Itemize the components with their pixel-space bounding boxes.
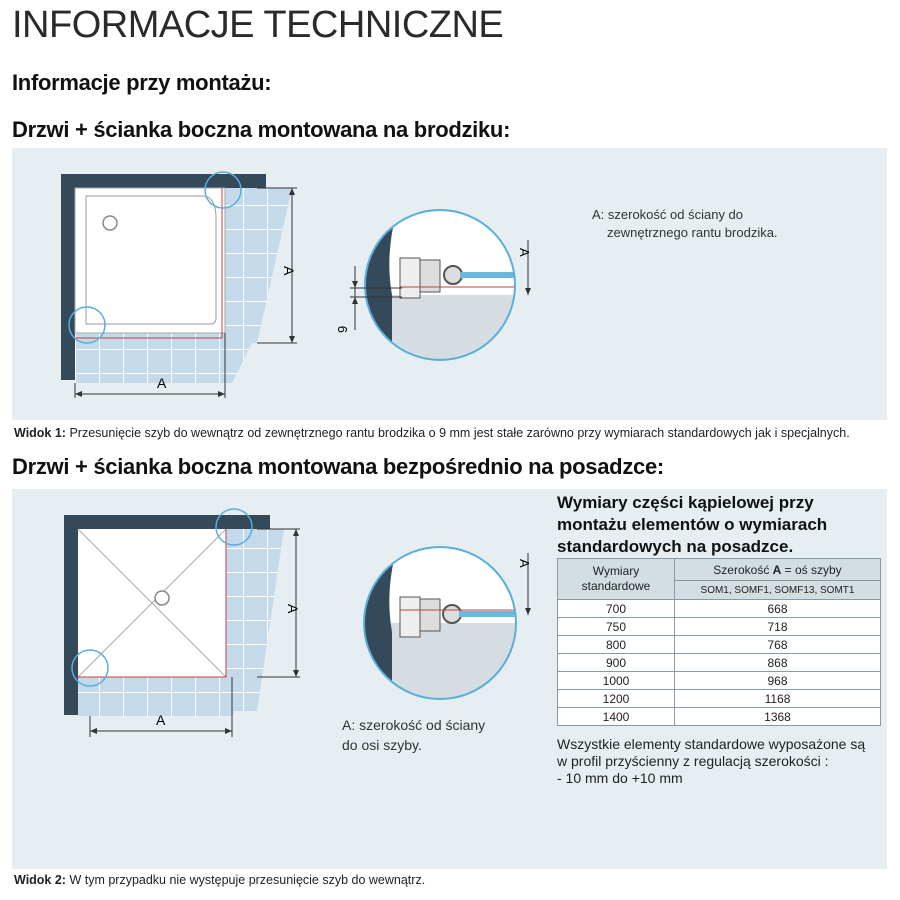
table-header-width-A: A [772, 562, 782, 577]
tray-plan-diagram-1 [52, 158, 352, 418]
cell-standard: 1200 [558, 690, 675, 708]
cell-width: 668 [675, 600, 881, 618]
caption-1 [14, 426, 850, 440]
cell-width: 968 [675, 672, 881, 690]
section1-note [592, 206, 778, 242]
dim-label-A-vertical-2: A [285, 604, 301, 614]
table-row [558, 690, 881, 708]
cell-standard: 750 [558, 618, 675, 636]
note2-line1: A: szerokość od ściany [342, 717, 486, 733]
table-note-line1: Wszystkie elementy standardowe wyposażone są [557, 736, 866, 752]
cell-standard: 700 [558, 600, 675, 618]
standard-dimensions-table [557, 558, 881, 726]
dim-label-9: 9 [335, 325, 350, 333]
caption-1-text: Przesunięcie szyb do wewnątrz od zewnętrznego rantu brodzika o 9 mm jest stałe zarówno przy wymiarach standardowych jak i specjalnych. [65, 426, 850, 440]
section2-note [342, 715, 485, 755]
table-note-line2: w profil przyścienny z regulacją szerokości : [557, 753, 829, 769]
section2-heading: Drzwi + ścianka boczna montowana bezpośrednio na posadzce: [12, 454, 664, 479]
note2-line2: do osi szyby. [342, 737, 422, 753]
table-note [557, 736, 865, 787]
caption-1-label: Widok 1: [14, 426, 66, 440]
table-header-width: Szerokość A = oś szyby [675, 559, 881, 581]
dim-label-A-detail-2: A [517, 559, 532, 568]
diagram-panel-1 [12, 148, 887, 420]
page-title: INFORMACJE TECHNICZNE [12, 4, 504, 46]
note1-line1: A: szerokość od ściany do [592, 207, 744, 222]
table-row [558, 672, 881, 690]
floor-plan-diagram-2 [52, 501, 352, 761]
caption-2 [14, 873, 425, 887]
install-heading: Informacje przy montażu: [12, 70, 272, 95]
table-header-standard: Wymiary standardowe [558, 559, 675, 600]
cell-width: 868 [675, 654, 881, 672]
cell-standard: 800 [558, 636, 675, 654]
cell-standard: 1000 [558, 672, 675, 690]
dim-label-A-vertical: A [281, 266, 297, 276]
table-row [558, 636, 881, 654]
cell-standard: 900 [558, 654, 675, 672]
caption-2-label: Widok 2: [14, 873, 66, 887]
table-row [558, 708, 881, 726]
detail-circle-diagram-1 [322, 200, 552, 390]
table-title: Wymiary części kąpielowej przy montażu elementów o wymiarach standardowych na posadzce. [557, 493, 828, 556]
table-row [558, 654, 881, 672]
note1-line2: zewnętrznego rantu brodzika. [607, 225, 778, 240]
table-row [558, 600, 881, 618]
detail-circle-diagram-2 [322, 537, 552, 727]
dim-label-A-horizontal: A [157, 375, 167, 391]
table-note-line3: - 10 mm do +10 mm [557, 770, 683, 786]
table-subheader-models: SOM1, SOMF1, SOMF13, SOMT1 [675, 581, 881, 600]
cell-width: 768 [675, 636, 881, 654]
table-row [558, 618, 881, 636]
cell-standard: 1400 [558, 708, 675, 726]
cell-width: 1168 [675, 690, 881, 708]
cell-width: 718 [675, 618, 881, 636]
cell-width: 1368 [675, 708, 881, 726]
dim-label-A-detail: A [517, 248, 532, 257]
dim-label-A-horizontal-2: A [156, 712, 166, 728]
section1-heading: Drzwi + ścianka boczna montowana na brodziku: [12, 117, 511, 142]
caption-2-text: W tym przypadku nie występuje przesunięcie szyb do wewnątrz. [65, 873, 426, 887]
